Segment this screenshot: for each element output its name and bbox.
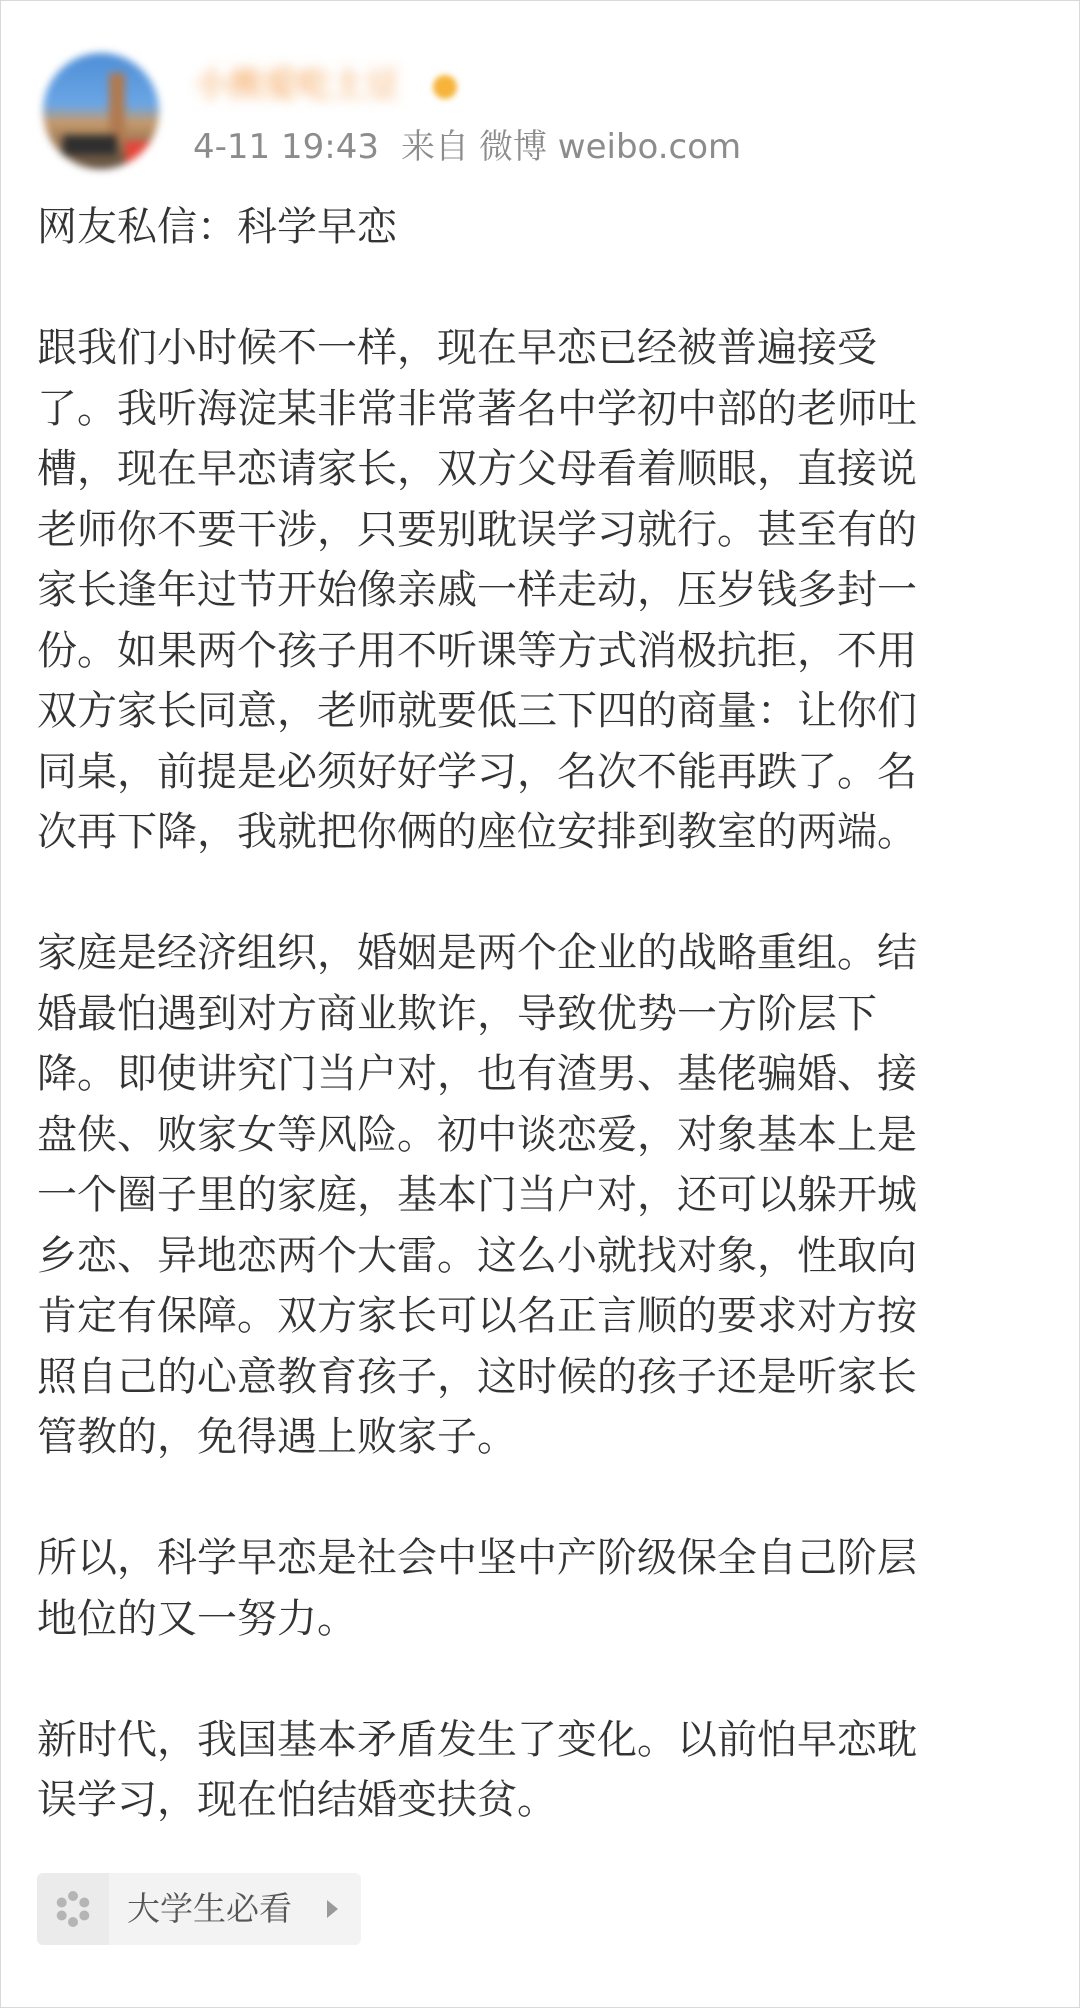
text-line: 婚最怕遇到对方商业欺诈，导致优势一方阶层下 [37, 990, 877, 1037]
text-line: 家长逢年过节开始像亲戚一样走动，压岁钱多封一 [37, 567, 917, 613]
text-line: 肯定有保障。双方家长可以名正言顺的要求对方按 [37, 1293, 917, 1339]
text-line: 所以，科学早恋是社会中坚中产阶级保全自己阶层 [37, 1535, 917, 1581]
text-line: 家庭是经济组织，婚姻是两个企业的战略重组。结 [37, 930, 917, 976]
text-line: 了。我听海淀某非常非常著名中学初中部的老师吐 [37, 385, 917, 432]
text-line: 误学习，现在怕结婚变扶贫。 [37, 1777, 557, 1823]
text-line: 降。即使讲究门当户对，也有渣男、基佬骗婚、接 [37, 1051, 917, 1097]
topic-flower-icon [37, 1873, 109, 1945]
post-meta [193, 127, 741, 167]
text-line: 槽，现在早恋请家长，双方父母看着顺眼，直接说 [37, 446, 917, 492]
text-line: 双方家长同意，老师就要低三下四的商量：让你们 [37, 688, 917, 734]
text-line: 地位的又一努力。 [37, 1595, 357, 1642]
text-line: 老师你不要干涉，只要别耽误学习就行。甚至有的 [37, 506, 917, 553]
topic-tag-button[interactable] [37, 1873, 361, 1945]
text-line: 份。如果两个孩子用不听课等方式消极抗拒，不用 [37, 627, 917, 674]
chevron-right-icon [327, 1900, 338, 1918]
author-name[interactable]: 小熊爱吃土豆 [195, 65, 399, 105]
text-line: 乡恋、异地恋两个大雷。这么小就找对象，性取向 [37, 1232, 917, 1279]
post-date: 4-11 19:43 [193, 127, 379, 167]
text-line: 新时代，我国基本矛盾发生了变化。以前怕早恋耽 [37, 1716, 917, 1763]
text-line: 次再下降，我就把你俩的座位安排到教室的两端。 [37, 809, 917, 855]
post-source-name[interactable]: 微博 weibo.com [478, 127, 742, 167]
post-source-prefix: 来自 [400, 127, 469, 167]
text-line: 盘侠、败家女等风险。初中谈恋爱，对象基本上是 [37, 1111, 917, 1158]
text-line: 管教的，免得遇上败家子。 [37, 1414, 517, 1460]
text-line: 照自己的心意教育孩子，这时候的孩子还是听家长 [37, 1353, 917, 1400]
author-avatar[interactable] [43, 53, 159, 169]
text-line: 跟我们小时候不一样，现在早恋已经被普遍接受 [37, 325, 877, 371]
vip-badge-icon [433, 75, 457, 99]
text-line: 一个圈子里的家庭，基本门当户对，还可以躲开城 [37, 1172, 917, 1218]
post-body [37, 197, 1053, 1831]
text-line: 同桌，前提是必须好好学习，名次不能再跌了。名 [37, 748, 917, 795]
post-title-line: 网友私信：科学早恋 [37, 204, 397, 250]
topic-label: 大学生必看 [127, 1889, 292, 1928]
